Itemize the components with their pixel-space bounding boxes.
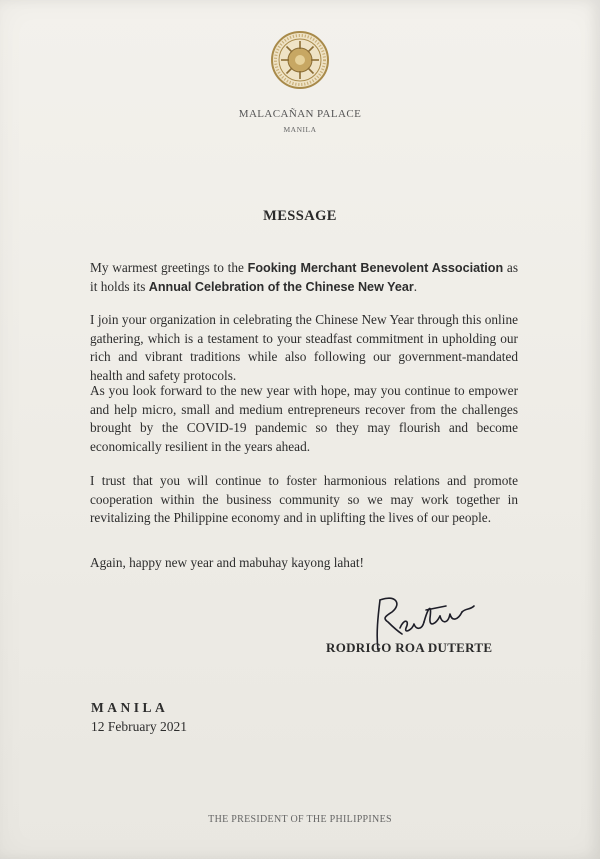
greeting-paragraph: My warmest greetings to the Fooking Merchant Benevolent Association as it holds its Annual Celebration of the Chinese New Year. <box>90 260 519 294</box>
signatory-name: RODRIGO ROA DUTERTE <box>326 640 493 655</box>
presidential-seal-icon <box>270 30 330 90</box>
event-name: Annual Celebration of the Chinese New Year <box>148 279 414 294</box>
palace-name: MALACAÑAN PALACE <box>238 108 362 120</box>
closing-paragraph: Again, happy new year and mabuhay kayong lahat! <box>90 555 364 570</box>
dateline-date: 12 February 2021 <box>91 719 187 734</box>
message-title: MESSAGE <box>263 208 337 224</box>
footer-title: THE PRESIDENT OF THE PHILIPPINES <box>208 814 392 825</box>
body-paragraph: As you look forward to the new year with hope, may you continue to empower and help micro, small and medium entrepreneurs recover from the challenges brought by the COVID-19 pandemic so they may flourish and become economically resilient in the years ahead. <box>90 383 518 454</box>
body-paragraph: I trust that you will continue to foster harmonious relations and promote cooperation within the business community so we may work together in revitalizing the Philippine economy and in uplifting the lives of our people. <box>90 473 518 525</box>
body-paragraph: I join your organization in celebrating the Chinese New Year through this online gathering, which is a testament to your steadfast commitment in upholding our rich and vibrant traditions while also following our government-mandated health and safety protocols. <box>90 312 518 383</box>
dateline-place: MANILA <box>91 700 169 715</box>
palace-city: MANILA <box>283 125 317 134</box>
organization-name: Fooking Merchant Benevolent Association <box>247 261 504 275</box>
